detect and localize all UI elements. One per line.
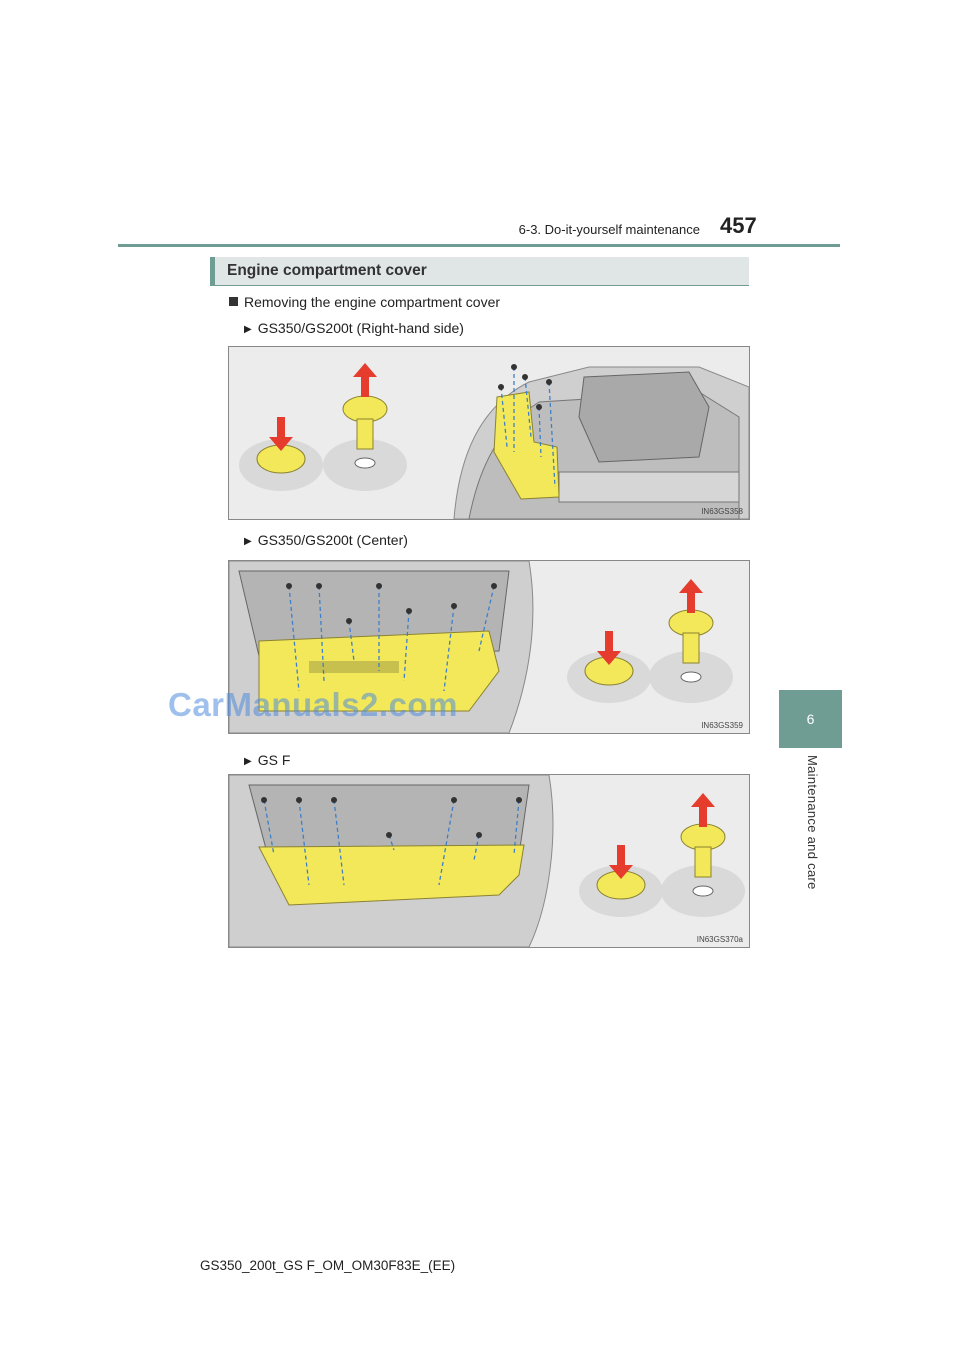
figure-caption-2 xyxy=(244,532,408,548)
section-title: Engine compartment cover xyxy=(227,262,427,279)
chapter-title: Maintenance and care xyxy=(805,755,820,890)
engine-illustration-gsf xyxy=(229,775,749,947)
triangle-bullet-icon: ▶ xyxy=(244,756,252,767)
engine-illustration-right xyxy=(229,347,749,519)
watermark: CarManuals2.com xyxy=(168,686,458,723)
figure-caption-3 xyxy=(244,752,290,768)
footer-doc-id: GS350_200t_GS F_OM_OM30F83E_(EE) xyxy=(200,1258,456,1273)
figure-caption-1 xyxy=(244,320,464,336)
figure-right-hand-side xyxy=(228,346,750,520)
header-rule xyxy=(118,244,840,247)
figure-code-3: IN63GS370a xyxy=(696,935,743,944)
figure-code-1: IN63GS358 xyxy=(701,507,743,516)
figure-gs-f xyxy=(228,774,750,948)
figure-caption-text-3: GS F xyxy=(257,752,291,768)
subheading-text: Removing the engine compartment cover xyxy=(244,294,501,310)
page-number: 457 xyxy=(720,213,757,238)
header-section: 6-3. Do-it-yourself maintenance xyxy=(518,222,700,237)
figure-caption-text-1: GS350/GS200t (Right-hand side) xyxy=(257,320,464,336)
figure-code-2: IN63GS359 xyxy=(701,721,743,730)
section-title-bar xyxy=(210,257,749,286)
square-bullet-icon xyxy=(229,297,238,306)
chapter-tab: 6 xyxy=(779,690,842,748)
triangle-bullet-icon: ▶ xyxy=(244,324,252,335)
triangle-bullet-icon: ▶ xyxy=(244,536,252,547)
figure-caption-text-2: GS350/GS200t (Center) xyxy=(257,532,408,548)
subheading xyxy=(229,294,500,310)
